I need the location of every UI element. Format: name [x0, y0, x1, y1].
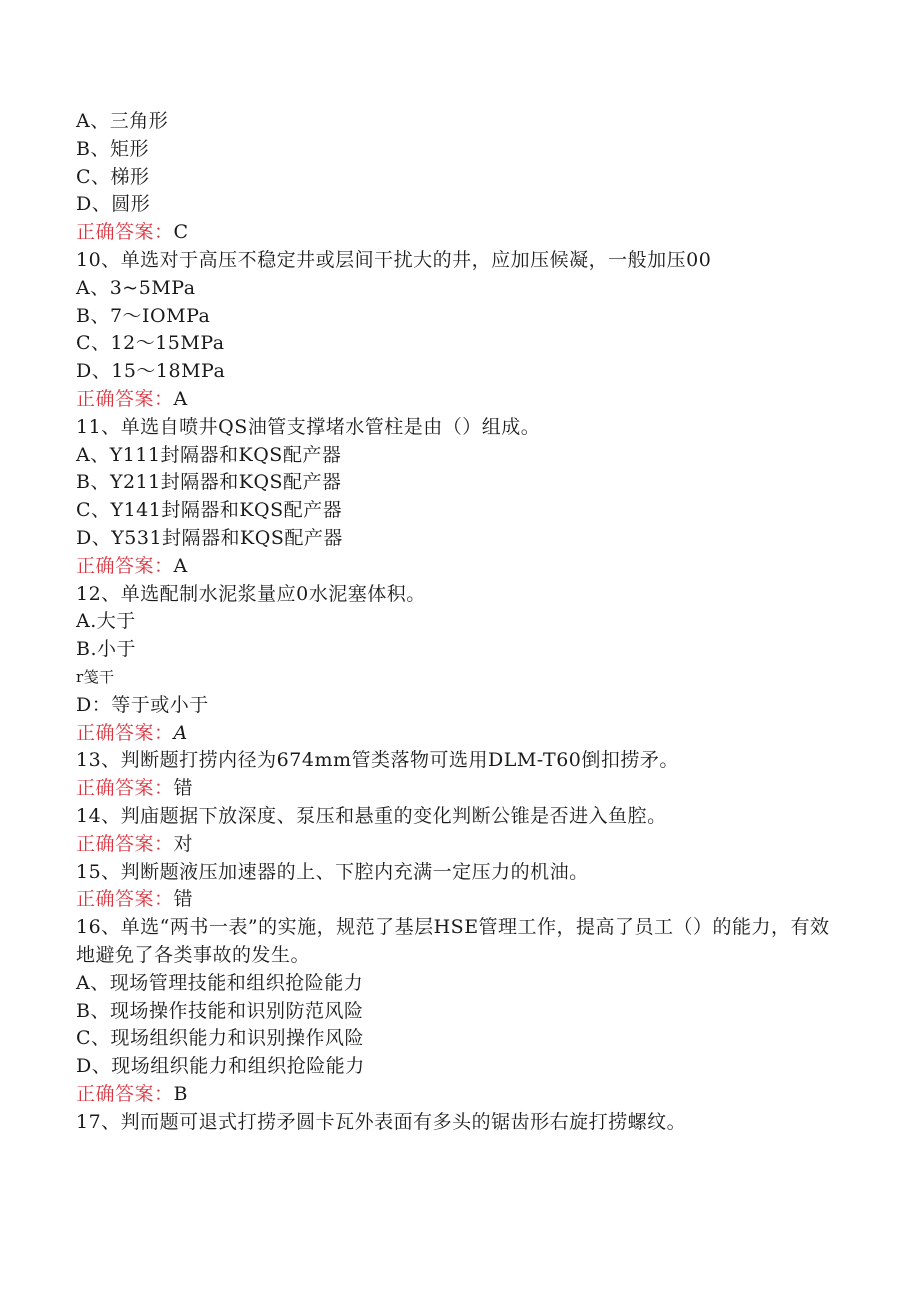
answer-label: 正确答案： [76, 832, 174, 855]
q9-option-b: B、矩形 [76, 137, 149, 160]
q13-answer [76, 775, 846, 803]
q11-question: 11、单选自喷井QS油管支撑堵水管柱是由（）组成。 [76, 415, 541, 438]
q15-answer [76, 886, 846, 914]
answer-value: A [173, 387, 188, 410]
q12-option-b: B.小于 [76, 638, 137, 661]
q11-option-b: B、Y211封隔器和KQS配产器 [76, 471, 342, 494]
q16-answer [76, 1081, 846, 1109]
q16-option-a: A、现场管理技能和组织抢险能力 [76, 971, 364, 994]
q12-question: 12、单选配制水泥浆量应0水泥塞体积。 [76, 582, 426, 605]
q13-question: 13、判断题打捞内径为674mm管类落物可选用DLM-T60倒扣捞矛。 [76, 749, 679, 772]
q11-option-d: D、Y531封隔器和KQS配产器 [76, 526, 343, 549]
q9-option-a: A、三角形 [76, 110, 169, 132]
q14-answer [76, 831, 846, 859]
answer-value: C [173, 221, 189, 244]
answer-label: 正确答案： [76, 1082, 174, 1105]
q12-option-d: D：等于或小于 [76, 693, 209, 716]
q12-option-a: A.大于 [76, 610, 136, 633]
answer-label: 正确答案： [76, 888, 174, 911]
answer-label: 正确答案： [76, 387, 174, 410]
answer-value: A [173, 554, 188, 577]
answer-label: 正确答案： [76, 221, 174, 244]
answer-label: 正确答案： [76, 721, 174, 744]
q10-option-b: B、7～IOMPa [76, 304, 211, 327]
q10-option-d: D、15～18MPa [76, 360, 226, 383]
answer-label: 正确答案： [76, 554, 174, 577]
q12-option-c: r笺干 [76, 667, 115, 686]
q16-question: 16、单选“两书一表”的实施，规范了基层HSE管理工作，提高了员工（）的能力，有效地避免了各类事故的发生。 [76, 916, 830, 966]
answer-value: A [173, 721, 188, 744]
q11-option-a: A、Y111封隔器和KQS配产器 [76, 443, 342, 466]
answer-value: B [173, 1082, 188, 1105]
q9-option-c: C、梯形 [76, 165, 150, 188]
q17-question: 17、判而题可退式打捞矛圆卡瓦外表面有多头的锯齿形右旋打捞螺纹。 [76, 1110, 687, 1133]
answer-value: 错 [173, 777, 194, 800]
q15-question: 15、判断题液压加速器的上、下腔内充满一定压力的机油。 [76, 860, 589, 883]
q16-option-d: D、现场组织能力和组织抢险能力 [76, 1055, 365, 1078]
q10-question: 10、单选对于高压不稳定井或层间干扰大的井，应加压候凝，一般加压00 [76, 248, 712, 271]
q12-answer [76, 720, 846, 748]
answer-value: 错 [173, 888, 194, 911]
q16-option-c: C、现场组织能力和识别操作风险 [76, 1027, 365, 1050]
q11-option-c: C、Y141封隔器和KQS配产器 [76, 499, 343, 522]
q10-answer [76, 386, 846, 414]
answer-label: 正确答案： [76, 777, 174, 800]
question-document [76, 108, 846, 1136]
q9-option-d: D、圆形 [76, 193, 151, 216]
q11-answer [76, 553, 846, 581]
q10-option-a: A、3~5MPa [76, 276, 196, 299]
q9-answer [76, 219, 846, 247]
q10-option-c: C、12～15MPa [76, 332, 225, 355]
answer-value: 对 [173, 832, 194, 855]
q14-question: 14、判庙题据下放深度、泵压和悬重的变化判断公锥是否进入鱼腔。 [76, 804, 667, 827]
q16-option-b: B、现场操作技能和识别防范风险 [76, 999, 364, 1022]
